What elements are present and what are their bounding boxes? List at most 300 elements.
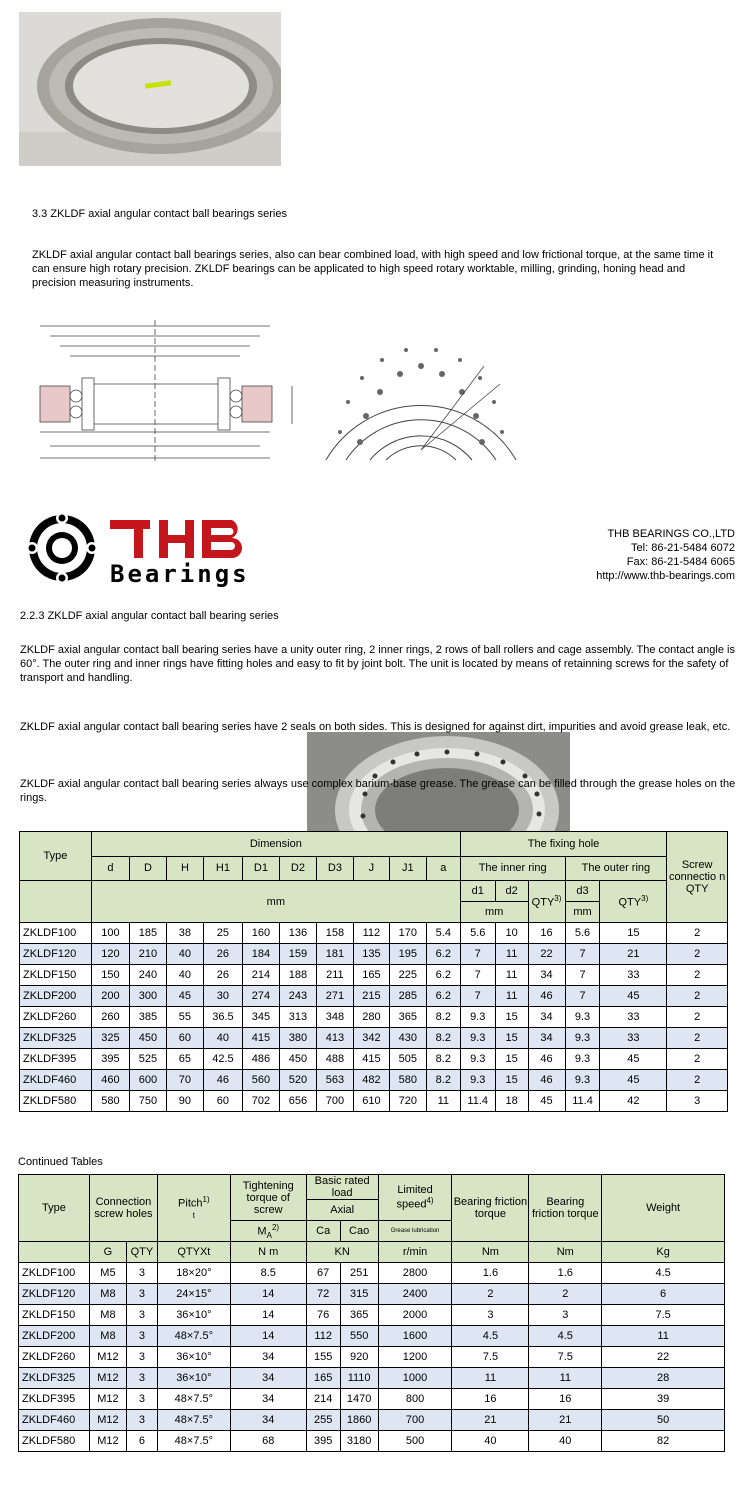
col-type-header: Type xyxy=(20,832,92,881)
table-cell: 225 xyxy=(389,965,426,986)
table-cell: 1000 xyxy=(378,1368,452,1389)
table-cell: 260 xyxy=(91,1007,129,1028)
table-cell: 36×10° xyxy=(157,1347,230,1368)
table-cell: 67 xyxy=(306,1263,340,1284)
table-cell: 5.4 xyxy=(426,923,460,944)
table-cell: 9.3 xyxy=(565,1007,600,1028)
table-cell: 14 xyxy=(230,1284,306,1305)
table-cell: 415 xyxy=(353,1049,389,1070)
table-cell: 11 xyxy=(529,1368,602,1389)
table-cell: 9.3 xyxy=(460,1049,495,1070)
unit-kn: KN xyxy=(306,1242,378,1263)
row-type-cell: ZKLDF200 xyxy=(20,986,92,1007)
table-cell: 3 xyxy=(126,1284,157,1305)
table-cell: 70 xyxy=(166,1070,203,1091)
thb-logo xyxy=(24,508,264,590)
table-cell: 285 xyxy=(389,986,426,1007)
table-cell: 750 xyxy=(129,1091,166,1112)
table-row xyxy=(19,1368,725,1389)
contact-url[interactable]: http://www.thb-bearings.com xyxy=(596,570,735,582)
table-row xyxy=(20,923,728,944)
table-cell: 385 xyxy=(129,1007,166,1028)
table-cell: 342 xyxy=(353,1028,389,1049)
row-type-cell: ZKLDF260 xyxy=(19,1347,90,1368)
row-type-cell: ZKLDF580 xyxy=(20,1091,92,1112)
product-photos xyxy=(19,12,550,166)
table-cell: 42 xyxy=(600,1091,667,1112)
table-cell: M8 xyxy=(89,1284,126,1305)
table-cell: 2 xyxy=(667,944,728,965)
table-cell: 28 xyxy=(602,1368,725,1389)
table-cell: 195 xyxy=(389,944,426,965)
table-cell: 46 xyxy=(528,986,565,1007)
row-type-cell: ZKLDF120 xyxy=(19,1284,90,1305)
col-d3: d3 xyxy=(565,881,600,902)
table-cell: 48×7.5° xyxy=(157,1431,230,1452)
table-cell: 8.2 xyxy=(426,1028,460,1049)
table-cell: 18×20° xyxy=(157,1263,230,1284)
table-cell: 45 xyxy=(166,986,203,1007)
table-cell: 34 xyxy=(230,1368,306,1389)
table-cell: 2000 xyxy=(378,1305,452,1326)
table-cell: 46 xyxy=(203,1070,242,1091)
row-type-cell: ZKLDF150 xyxy=(20,965,92,986)
table-cell: 413 xyxy=(316,1028,353,1049)
table-cell: 21 xyxy=(529,1410,602,1431)
table-cell: 505 xyxy=(389,1049,426,1070)
table-cell: 920 xyxy=(340,1347,378,1368)
contact-block xyxy=(596,527,735,583)
table-cell: 395 xyxy=(306,1431,340,1452)
table-cell: 150 xyxy=(91,965,129,986)
table-cell: 60 xyxy=(166,1028,203,1049)
row-type-cell: ZKLDF100 xyxy=(19,1263,90,1284)
tightening-header: Tightening torque of screw xyxy=(230,1175,306,1221)
outer-ring-header: The outer ring xyxy=(565,856,667,881)
table-cell: 135 xyxy=(353,944,389,965)
table-cell: 16 xyxy=(529,1389,602,1410)
col-D3: D3 xyxy=(316,856,353,881)
table-cell: 50 xyxy=(602,1410,725,1431)
table-cell: 2 xyxy=(667,986,728,1007)
t2-type-header: Type xyxy=(19,1175,90,1242)
table-cell: 6 xyxy=(126,1431,157,1452)
ma-header xyxy=(230,1221,306,1242)
table-cell: 560 xyxy=(242,1070,279,1091)
table-cell: 9.3 xyxy=(460,1007,495,1028)
table-cell: 6.2 xyxy=(426,986,460,1007)
row-type-cell: ZKLDF325 xyxy=(19,1368,90,1389)
bearing-photo-1 xyxy=(19,12,281,166)
table-row xyxy=(19,1263,725,1284)
table-cell: 11 xyxy=(452,1368,529,1389)
table-cell: 720 xyxy=(389,1091,426,1112)
table-row xyxy=(19,1431,725,1452)
table-cell: 15 xyxy=(495,1028,528,1049)
table-cell: 702 xyxy=(242,1091,279,1112)
table-cell: 33 xyxy=(600,965,667,986)
pitch-header xyxy=(157,1175,230,1242)
table-cell: 3 xyxy=(126,1368,157,1389)
col-D: D xyxy=(129,856,166,881)
table-cell: 4.5 xyxy=(602,1263,725,1284)
table-cell: 45 xyxy=(600,1049,667,1070)
table-cell: 40 xyxy=(529,1431,602,1452)
table-cell: 3 xyxy=(667,1091,728,1112)
table-cell: 39 xyxy=(602,1389,725,1410)
table-cell: 14 xyxy=(230,1326,306,1347)
table-cell: 9.3 xyxy=(565,1049,600,1070)
table-row xyxy=(19,1305,725,1326)
table-cell: 3 xyxy=(126,1305,157,1326)
table-cell: 610 xyxy=(353,1091,389,1112)
col-J: J xyxy=(353,856,389,881)
table-cell: 7 xyxy=(460,965,495,986)
table-cell: 11 xyxy=(602,1326,725,1347)
table-cell: 800 xyxy=(378,1389,452,1410)
row-type-cell: ZKLDF100 xyxy=(20,923,92,944)
table-row xyxy=(20,986,728,1007)
table-cell: 60 xyxy=(203,1091,242,1112)
table-cell: 2400 xyxy=(378,1284,452,1305)
table-cell: 34 xyxy=(528,1007,565,1028)
table-cell: 11.4 xyxy=(565,1091,600,1112)
ma-label: M xyxy=(257,1225,267,1238)
table-cell: 211 xyxy=(316,965,353,986)
friction-header-2: Bearing friction torque xyxy=(529,1175,602,1242)
table-cell: 26 xyxy=(203,965,242,986)
table-cell: 200 xyxy=(91,986,129,1007)
row-type-cell: ZKLDF580 xyxy=(19,1431,90,1452)
table-cell: 345 xyxy=(242,1007,279,1028)
table-cell: 120 xyxy=(91,944,129,965)
type-blank xyxy=(20,881,92,923)
table-cell: 34 xyxy=(528,1028,565,1049)
table-row xyxy=(19,1284,725,1305)
table-cell: 3 xyxy=(452,1305,529,1326)
table-cell: 33 xyxy=(600,1028,667,1049)
col-qty-outer xyxy=(600,881,667,923)
table-cell: 160 xyxy=(242,923,279,944)
table-cell: 1.6 xyxy=(452,1263,529,1284)
table-cell: 7 xyxy=(565,986,600,1007)
logo-sub-text: Bearings xyxy=(110,560,250,588)
table-cell: 48×7.5° xyxy=(157,1326,230,1347)
unit-nm: N m xyxy=(230,1242,306,1263)
table-cell: 48×7.5° xyxy=(157,1410,230,1431)
intro-paragraph: ZKLDF axial angular contact ball bearings series, also can bear combined load, with high speed and low frictional torque, at the same time it can ensure high rotary precision. ZKLDF bearings can be applicated to high speed rotary worktable, milling, grinding, honing head and precision measuring instruments. xyxy=(32,249,714,289)
table-cell: 11 xyxy=(495,965,528,986)
row-type-cell: ZKLDF395 xyxy=(19,1389,90,1410)
table-cell: 450 xyxy=(129,1028,166,1049)
table-cell: 482 xyxy=(353,1070,389,1091)
table-cell: 430 xyxy=(389,1028,426,1049)
table-cell: 380 xyxy=(279,1028,316,1049)
col-H1: H1 xyxy=(203,856,242,881)
table-cell: 21 xyxy=(452,1410,529,1431)
table-cell: 14 xyxy=(230,1305,306,1326)
mm-unit: mm xyxy=(91,881,460,923)
table-cell: 9.3 xyxy=(565,1070,600,1091)
col-a: a xyxy=(426,856,460,881)
table-cell: 34 xyxy=(230,1389,306,1410)
table-cell: 520 xyxy=(279,1070,316,1091)
row-type-cell: ZKLDF120 xyxy=(20,944,92,965)
dimension-header: Dimension xyxy=(91,832,460,857)
table-cell: 5.6 xyxy=(565,923,600,944)
table-cell: 11 xyxy=(495,986,528,1007)
table-cell: 1600 xyxy=(378,1326,452,1347)
dimension-columns-row xyxy=(20,856,728,881)
screw-qty-header: Screw connectio n QTY xyxy=(667,832,728,923)
table-cell: 7.5 xyxy=(602,1305,725,1326)
ma-sub: A xyxy=(266,1230,272,1240)
qty-outer-sup: 3) xyxy=(641,894,649,904)
table-cell: 15 xyxy=(600,923,667,944)
table-cell: 4.5 xyxy=(529,1326,602,1347)
col-J1: J1 xyxy=(389,856,426,881)
table-cell: 26 xyxy=(203,944,242,965)
table-row xyxy=(19,1410,725,1431)
table-cell: 525 xyxy=(129,1049,166,1070)
pitch-label: Pitch xyxy=(178,1197,203,1210)
table-cell: 2 xyxy=(667,1028,728,1049)
table-cell: 1470 xyxy=(340,1389,378,1410)
table-cell: 6.2 xyxy=(426,944,460,965)
table-cell: 2 xyxy=(667,1049,728,1070)
table-cell: 184 xyxy=(242,944,279,965)
table-cell: 82 xyxy=(602,1431,725,1452)
table-cell: 563 xyxy=(316,1070,353,1091)
table-cell: 90 xyxy=(166,1091,203,1112)
table-cell: 45 xyxy=(600,1070,667,1091)
table-cell: 18 xyxy=(495,1091,528,1112)
table-cell: 45 xyxy=(600,986,667,1007)
table-cell: 2800 xyxy=(378,1263,452,1284)
company-name: THB BEARINGS CO.,LTD xyxy=(607,528,735,540)
table-cell: 2 xyxy=(667,1070,728,1091)
description-paragraph-3: ZKLDF axial angular contact ball bearing series always use complex barium-base grease. The grease can be filled through the grease holes on the rings. xyxy=(20,778,736,804)
unit-qtyxt: QTYXt xyxy=(157,1242,230,1263)
table-cell: 46 xyxy=(528,1070,565,1091)
unit-nm-1: Nm xyxy=(452,1242,529,1263)
table-cell: M8 xyxy=(89,1326,126,1347)
col-D1: D1 xyxy=(242,856,279,881)
table-cell: 159 xyxy=(279,944,316,965)
table-cell: 580 xyxy=(389,1070,426,1091)
table-cell: 112 xyxy=(306,1326,340,1347)
table-cell: 3 xyxy=(529,1305,602,1326)
table-cell: 2 xyxy=(452,1284,529,1305)
table-cell: 9.3 xyxy=(460,1028,495,1049)
table-cell: 11.4 xyxy=(460,1091,495,1112)
table-cell: 3 xyxy=(126,1326,157,1347)
table-cell: 40 xyxy=(166,944,203,965)
table-cell: 460 xyxy=(91,1070,129,1091)
table-cell: 21 xyxy=(600,944,667,965)
row-type-cell: ZKLDF395 xyxy=(20,1049,92,1070)
table-cell: 243 xyxy=(279,986,316,1007)
axial-header: Axial xyxy=(306,1200,378,1221)
row-type-cell: ZKLDF260 xyxy=(20,1007,92,1028)
table-cell: 3180 xyxy=(340,1431,378,1452)
qty-inner-sup: 3) xyxy=(554,894,562,904)
table-cell: 36×10° xyxy=(157,1305,230,1326)
table-cell: 65 xyxy=(166,1049,203,1070)
friction-header-1: Bearing friction torque xyxy=(452,1175,529,1242)
table-cell: 25 xyxy=(203,923,242,944)
table-cell: 450 xyxy=(279,1049,316,1070)
table-cell: 36×10° xyxy=(157,1368,230,1389)
table-row xyxy=(20,1070,728,1091)
col-D2: D2 xyxy=(279,856,316,881)
table-cell: 3 xyxy=(126,1389,157,1410)
table-cell: 72 xyxy=(306,1284,340,1305)
ma-sup: 2) xyxy=(271,1222,280,1232)
table-cell: 271 xyxy=(316,986,353,1007)
table-cell: 240 xyxy=(129,965,166,986)
table-cell: 16 xyxy=(452,1389,529,1410)
table-cell: 11 xyxy=(495,944,528,965)
table-cell: M8 xyxy=(89,1305,126,1326)
fixing-hole-header: The fixing hole xyxy=(460,832,667,857)
unit-rmin: r/min xyxy=(378,1242,452,1263)
col-d1: d1 xyxy=(460,881,495,902)
table-cell: 700 xyxy=(378,1410,452,1431)
table-cell: 136 xyxy=(279,923,316,944)
technical-drawing xyxy=(30,312,530,472)
table-cell: 488 xyxy=(316,1049,353,1070)
table-cell: 7 xyxy=(565,965,600,986)
dimension-table xyxy=(19,831,728,1112)
table-cell: 46 xyxy=(528,1049,565,1070)
row-type-cell: ZKLDF200 xyxy=(19,1326,90,1347)
table-cell: 550 xyxy=(340,1326,378,1347)
table-cell: 15 xyxy=(495,1007,528,1028)
weight-header: Weight xyxy=(602,1175,725,1242)
table-cell: 34 xyxy=(528,965,565,986)
table-cell: M5 xyxy=(89,1263,126,1284)
table-cell: 40 xyxy=(166,965,203,986)
table-cell: 165 xyxy=(353,965,389,986)
table-cell: 580 xyxy=(91,1091,129,1112)
table-cell: 22 xyxy=(602,1347,725,1368)
contact-fax: Fax: 86-21-5484 6065 xyxy=(626,556,735,568)
col-d: d xyxy=(91,856,129,881)
table-cell: 16 xyxy=(528,923,565,944)
continued-table xyxy=(18,1174,725,1452)
table-cell: 214 xyxy=(242,965,279,986)
table-cell: 15 xyxy=(495,1049,528,1070)
units-row xyxy=(19,1242,725,1263)
grease-header: Grease lubrication xyxy=(378,1221,452,1242)
table-cell: 42.5 xyxy=(203,1049,242,1070)
subsection-title: 2.2.3 ZKLDF axial angular contact ball bearing series xyxy=(20,610,279,622)
col-qty-inner xyxy=(528,881,565,923)
table-cell: 100 xyxy=(91,923,129,944)
table-cell: 6 xyxy=(602,1284,725,1305)
continued-table-body xyxy=(19,1263,725,1452)
table-cell: 8.2 xyxy=(426,1049,460,1070)
table-cell: 3 xyxy=(126,1347,157,1368)
connection-header: Connection screw holes xyxy=(89,1175,157,1242)
table-cell: M12 xyxy=(89,1389,126,1410)
table-row xyxy=(20,1091,728,1112)
table-cell: 188 xyxy=(279,965,316,986)
pitch-sup: 1) xyxy=(202,1194,210,1204)
table-cell: 76 xyxy=(306,1305,340,1326)
table-cell: 255 xyxy=(306,1410,340,1431)
table-cell: 251 xyxy=(340,1263,378,1284)
table-row xyxy=(20,965,728,986)
table-cell: 181 xyxy=(316,944,353,965)
row-type-cell: ZKLDF150 xyxy=(19,1305,90,1326)
table-cell: 8.2 xyxy=(426,1070,460,1091)
table-cell: 274 xyxy=(242,986,279,1007)
table-cell: 4.5 xyxy=(452,1326,529,1347)
table-cell: 2 xyxy=(667,1007,728,1028)
description-paragraph-1: ZKLDF axial angular contact ball bearing series have a unity outer ring, 2 inner rings, 2 rows of ball rollers and cage assembly. The contact angle is 60°. The outer ring and inner rings have fitting holes and easy to fit by joint bolt. The unit is located by means of retainning screws for the safety of transport and handling. xyxy=(20,644,735,684)
table-cell: 40 xyxy=(452,1431,529,1452)
table-cell: 38 xyxy=(166,923,203,944)
table-cell: 3 xyxy=(126,1410,157,1431)
unit-kg: Kg xyxy=(602,1242,725,1263)
table-cell: M12 xyxy=(89,1368,126,1389)
table-row xyxy=(20,1028,728,1049)
table-cell: 214 xyxy=(306,1389,340,1410)
contact-tel: Tel: 86-21-5484 6072 xyxy=(631,542,735,554)
row-type-cell: ZKLDF460 xyxy=(19,1410,90,1431)
table-cell: 365 xyxy=(340,1305,378,1326)
table-cell: 112 xyxy=(353,923,389,944)
table-cell: 415 xyxy=(242,1028,279,1049)
table-cell: 2 xyxy=(529,1284,602,1305)
table-cell: 1200 xyxy=(378,1347,452,1368)
qty-inner-label: QTY xyxy=(531,896,555,909)
table-cell: 6.2 xyxy=(426,965,460,986)
table-cell: 7.5 xyxy=(452,1347,529,1368)
table-cell: 325 xyxy=(91,1028,129,1049)
table-cell: 313 xyxy=(279,1007,316,1028)
table-cell: 34 xyxy=(230,1347,306,1368)
table-cell: 45 xyxy=(528,1091,565,1112)
table-cell: 486 xyxy=(242,1049,279,1070)
table-cell: 1860 xyxy=(340,1410,378,1431)
table-row xyxy=(19,1347,725,1368)
table-cell: 656 xyxy=(279,1091,316,1112)
table-cell: M12 xyxy=(89,1347,126,1368)
section-title: 3.3 ZKLDF axial angular contact ball bearings series xyxy=(32,208,287,220)
table-cell: M12 xyxy=(89,1431,126,1452)
table-row xyxy=(19,1326,725,1347)
table-cell: 22 xyxy=(528,944,565,965)
table-cell: 40 xyxy=(203,1028,242,1049)
table-cell: 24×15° xyxy=(157,1284,230,1305)
description-paragraph-2: ZKLDF axial angular contact ball bearing series have 2 seals on both sides. This is designed for against dirt, impurities and avoid grease leak, etc. xyxy=(20,721,731,733)
table-cell: 9.3 xyxy=(460,1070,495,1091)
table-cell: 34 xyxy=(230,1410,306,1431)
table-cell: 9.3 xyxy=(565,1028,600,1049)
limited-label: Limited speed xyxy=(396,1184,433,1211)
limited-sup: 4) xyxy=(426,1196,434,1206)
table-cell: 2 xyxy=(667,923,728,944)
table-row xyxy=(20,1049,728,1070)
table-cell: 30 xyxy=(203,986,242,1007)
col-H: H xyxy=(166,856,203,881)
table-cell: 36.5 xyxy=(203,1007,242,1028)
table-cell: 165 xyxy=(306,1368,340,1389)
table-cell: 7 xyxy=(565,944,600,965)
